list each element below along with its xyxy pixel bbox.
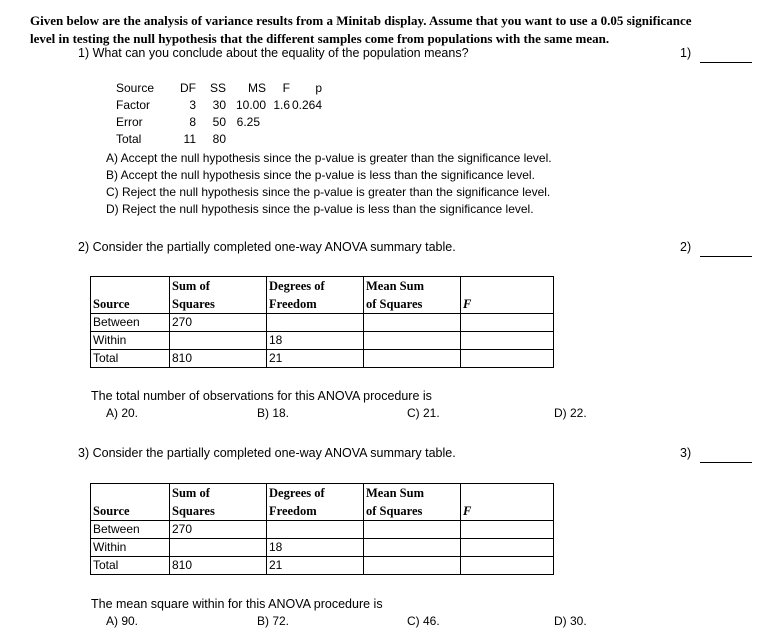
row-ms [364, 521, 461, 539]
header-f: F [463, 504, 472, 518]
mt-header: Source [116, 81, 155, 95]
question-3-number: 3) [680, 446, 692, 460]
header-ss-line2: Squares [172, 297, 215, 311]
header-df-line1: Degrees of [269, 279, 325, 293]
mt-cell: 11 [183, 132, 196, 146]
header-df-line1: Degrees of [269, 486, 325, 500]
question-2-number: 2) [680, 240, 692, 254]
header-ss-line1: Sum of [172, 486, 210, 500]
header-ss-line2: Squares [172, 504, 215, 518]
mt-cell: Total [116, 132, 142, 146]
mt-cell: 10.00 [235, 98, 266, 112]
mt-cell: 30 [212, 98, 226, 112]
header-ms-line1: Mean Sum [366, 279, 424, 293]
mt-header: p [315, 81, 322, 95]
table-row [91, 557, 554, 575]
table-row [91, 539, 554, 557]
q3-answer-c[interactable]: C) 46. [407, 614, 440, 628]
row-ms [364, 539, 461, 557]
header-ss-line1: Sum of [172, 279, 210, 293]
q3-answer-a[interactable]: A) 90. [106, 614, 139, 628]
mt-header: SS [209, 81, 226, 95]
row-df [267, 314, 364, 332]
table-row [91, 350, 554, 368]
row-df: 21 [267, 557, 364, 575]
mt-cell: 6.25 [236, 115, 260, 129]
row-ss: 270 [170, 314, 267, 332]
table-row [91, 314, 554, 332]
anova-table-3 [90, 483, 554, 575]
row-ms [364, 350, 461, 368]
q1-option-c[interactable]: C) Reject the null hypothesis since the p-value is greater than the significance level. [106, 185, 551, 199]
mt-cell: 50 [212, 115, 226, 129]
mt-cell: 1.6 [273, 98, 290, 112]
mt-cell: 3 [189, 98, 196, 112]
row-source: Total [91, 350, 170, 368]
table-row [91, 332, 554, 350]
q2-answer-a[interactable]: A) 20. [106, 406, 139, 420]
row-ss [170, 539, 267, 557]
row-df: 18 [267, 539, 364, 557]
row-source: Between [91, 314, 170, 332]
header-source: Source [93, 297, 130, 311]
q2-answer-c[interactable]: C) 21. [407, 406, 440, 420]
row-ms [364, 332, 461, 350]
intro-text [30, 12, 692, 48]
header-ms-line2: of Squares [366, 297, 423, 311]
intro-line-2: level in testing the null hypothesis that the different samples come from populations with the same mean. [30, 31, 610, 46]
question-1-number: 1) [680, 46, 692, 60]
question-2-followup: The total number of observations for this ANOVA procedure is [91, 389, 432, 403]
header-source: Source [93, 504, 130, 518]
intro-line-1: Given below are the analysis of variance results from a Minitab display. Assume that you want to use a 0.05 significance [30, 13, 692, 28]
answer-blank-3[interactable] [700, 462, 752, 463]
q2-answer-b[interactable]: B) 18. [257, 406, 290, 420]
mt-cell: 80 [212, 132, 226, 146]
row-ss: 810 [170, 350, 267, 368]
header-ms-line2: of Squares [366, 504, 423, 518]
mt-header: F [282, 81, 290, 95]
row-f [461, 350, 554, 368]
mt-cell [266, 131, 290, 148]
q1-option-b[interactable]: B) Accept the null hypothesis since the p-value is less than the significance level. [106, 168, 535, 182]
mt-cell [290, 114, 322, 131]
row-ms [364, 314, 461, 332]
mt-cell: 8 [189, 115, 196, 129]
mt-cell: Error [116, 115, 143, 129]
header-ms-line1: Mean Sum [366, 486, 424, 500]
q3-answer-b[interactable]: B) 72. [257, 614, 290, 628]
row-ss: 270 [170, 521, 267, 539]
row-ms [364, 557, 461, 575]
question-1-text: 1) What can you conclude about the equality of the population means? [78, 46, 469, 60]
question-3-text: 3) Consider the partially completed one-way ANOVA summary table. [78, 446, 456, 460]
table-row [91, 521, 554, 539]
anova-table-2 [90, 276, 554, 368]
header-df-line2: Freedom [269, 297, 317, 311]
question-2-text: 2) Consider the partially completed one-way ANOVA summary table. [78, 240, 456, 254]
row-df [267, 521, 364, 539]
minitab-table [116, 80, 322, 148]
mt-header: MS [248, 81, 266, 95]
header-f: F [463, 297, 472, 311]
row-df: 18 [267, 332, 364, 350]
answer-blank-1[interactable] [700, 62, 752, 63]
row-f [461, 314, 554, 332]
answer-blank-2[interactable] [700, 256, 752, 257]
question-3-followup: The mean square within for this ANOVA procedure is [91, 597, 383, 611]
header-df-line2: Freedom [269, 504, 317, 518]
row-f [461, 539, 554, 557]
mt-header: DF [180, 81, 196, 95]
mt-cell [290, 131, 322, 148]
row-f [461, 521, 554, 539]
mt-cell: Factor [116, 98, 151, 112]
q1-option-d[interactable]: D) Reject the null hypothesis since the p-value is less than the significance level. [106, 202, 534, 216]
q1-option-a[interactable]: A) Accept the null hypothesis since the p-value is greater than the significance level. [106, 151, 552, 165]
row-f [461, 332, 554, 350]
row-ss: 810 [170, 557, 267, 575]
row-source: Within [91, 332, 170, 350]
row-df: 21 [267, 350, 364, 368]
mt-cell: 0.264 [291, 98, 322, 112]
mt-cell [266, 114, 290, 131]
q3-answer-d[interactable]: D) 30. [554, 614, 587, 628]
row-ss [170, 332, 267, 350]
q2-answer-d[interactable]: D) 22. [554, 406, 587, 420]
row-source: Total [91, 557, 170, 575]
mt-cell [226, 131, 266, 148]
row-source: Between [91, 521, 170, 539]
row-source: Within [91, 539, 170, 557]
row-f [461, 557, 554, 575]
